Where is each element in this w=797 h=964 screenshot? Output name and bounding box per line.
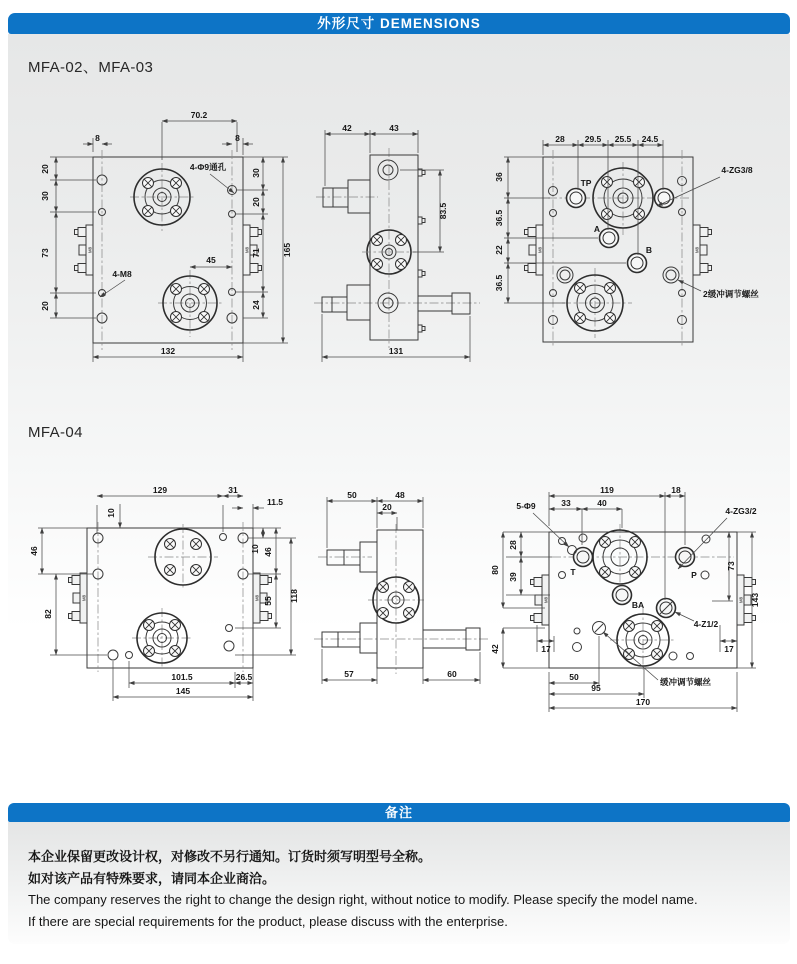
dimensions-section-header: 外形尺寸 DEMENSIONS (8, 13, 790, 34)
annotation-thread-holes: 4-M8 (112, 269, 132, 279)
dim-label: 17 (724, 644, 734, 654)
dim-label: 131 (388, 346, 404, 356)
dim-label: 165 (282, 242, 292, 258)
dim-label: 145 (175, 686, 191, 696)
dim-label: 10 (106, 508, 116, 518)
dim-label: 57 (344, 669, 354, 679)
dim-label: 26.5 (235, 672, 253, 682)
dim-label: 40 (597, 498, 607, 508)
dim-label: 43 (389, 123, 399, 133)
tab-screw-label: M8 (87, 247, 93, 253)
dim-label: 46 (29, 546, 39, 556)
dim-label: 73 (40, 248, 50, 258)
dim-label: 170 (635, 697, 651, 707)
dim-label: 31 (228, 485, 238, 495)
tab-screw-label: M8 (537, 247, 543, 253)
mfa02-back-view-drawing (495, 108, 795, 373)
dim-label: 70.2 (190, 110, 208, 120)
mfa04-back-view-drawing (490, 455, 795, 745)
dim-label: 83.5 (438, 202, 448, 220)
dim-label: 101.5 (171, 672, 193, 682)
port-label: A (593, 224, 601, 234)
mfa04-side-view-drawing (310, 455, 505, 725)
dim-label: 22 (494, 245, 504, 255)
port-label: P (691, 570, 697, 580)
dim-label: 20 (251, 197, 261, 207)
dim-label: 36 (494, 172, 504, 182)
annotation-buffer-screws: 2缓冲调节螺丝 (703, 289, 759, 299)
dim-label: 143 (750, 592, 760, 608)
remarks-panel (8, 822, 790, 944)
dim-label: 50 (569, 672, 579, 682)
remark-line: The company reserves the right to change the design right, without notice to modify. Please specify the model name. (28, 892, 698, 907)
dim-label: 118 (289, 589, 299, 603)
dim-label: 50 (347, 490, 357, 500)
port-label: BA (631, 600, 645, 610)
dim-label: 73 (726, 561, 736, 571)
dim-label: 30 (40, 191, 50, 201)
dim-label: 36.5 (494, 209, 504, 227)
tab-screw-label: M8 (81, 595, 87, 601)
dim-label: 45 (206, 255, 216, 265)
remarks-section-header: 备注 (8, 803, 790, 822)
dim-label: 119 (600, 485, 614, 495)
dim-label: 95 (591, 683, 601, 693)
dim-label: 42 (342, 123, 352, 133)
annotation-buffer-screw: 缓冲调节螺丝 (660, 677, 712, 687)
dim-label: 18 (671, 485, 681, 495)
remark-line: 本企业保留更改设计权，对修改不另行通知。订货时须写明型号全称。 (28, 849, 432, 864)
dim-label: 33 (561, 498, 571, 508)
dim-label: 80 (490, 565, 500, 575)
model-title-mfa04: MFA-04 (28, 424, 83, 441)
tab-screw-label: M8 (244, 247, 250, 253)
port-label: B (645, 245, 653, 255)
dim-label: 25.5 (614, 134, 632, 144)
dim-label: 17 (541, 644, 551, 654)
dim-label: 30 (251, 168, 261, 178)
mfa02-side-view-drawing (300, 108, 495, 373)
dim-label: 8 (95, 133, 100, 143)
dim-label: 20 (40, 164, 50, 174)
annotation-drain: 4-Z1/2 (693, 619, 719, 629)
mfa02-front-view-drawing (40, 108, 305, 373)
remark-line: 如对该产品有特殊要求，请同本企业商洽。 (28, 870, 276, 886)
tab-screw-label: M8 (694, 247, 700, 253)
annotation-through-holes: 4-Φ9通孔 (189, 162, 227, 172)
dim-label: 48 (395, 490, 405, 500)
tab-screw-label: M8 (543, 597, 549, 603)
dim-label: 20 (382, 502, 392, 512)
dim-label: 132 (160, 346, 176, 356)
remark-line: If there are special requirements for the product, please discuss with the enterprise. (28, 913, 508, 929)
dim-label: 46 (263, 547, 273, 557)
dim-label: 60 (447, 669, 457, 679)
dim-label: 36.5 (494, 274, 504, 292)
dim-label: 20 (40, 301, 50, 311)
mfa04-front-view-drawing (30, 455, 315, 745)
tab-screw-label: M8 (254, 595, 260, 601)
dim-label: 11.5 (266, 497, 284, 507)
dim-label: 71 (251, 248, 261, 258)
dim-label: 28 (555, 134, 565, 144)
dim-label: 129 (152, 485, 168, 495)
dim-label: 24 (251, 300, 261, 310)
annotation-ports: 4-ZG3/8 (721, 165, 753, 175)
dim-label: 8 (235, 133, 240, 143)
dim-label: 24.5 (641, 134, 659, 144)
dim-label: 39 (508, 572, 518, 582)
tab-screw-label: M8 (738, 597, 744, 603)
dim-label: 55 (263, 596, 273, 606)
port-label: T (570, 567, 576, 577)
dim-label: 28 (508, 540, 518, 550)
model-title-mfa02-03: MFA-02、MFA-03 (28, 59, 154, 76)
dim-label: 29.5 (584, 134, 602, 144)
port-label: TP (580, 178, 592, 188)
dim-label: 10 (250, 544, 260, 554)
annotation-ports: 4-ZG3/2 (725, 506, 757, 516)
annotation-holes: 5-Φ9 (516, 501, 536, 511)
dim-label: 82 (43, 609, 53, 619)
dim-label: 42 (490, 644, 500, 654)
